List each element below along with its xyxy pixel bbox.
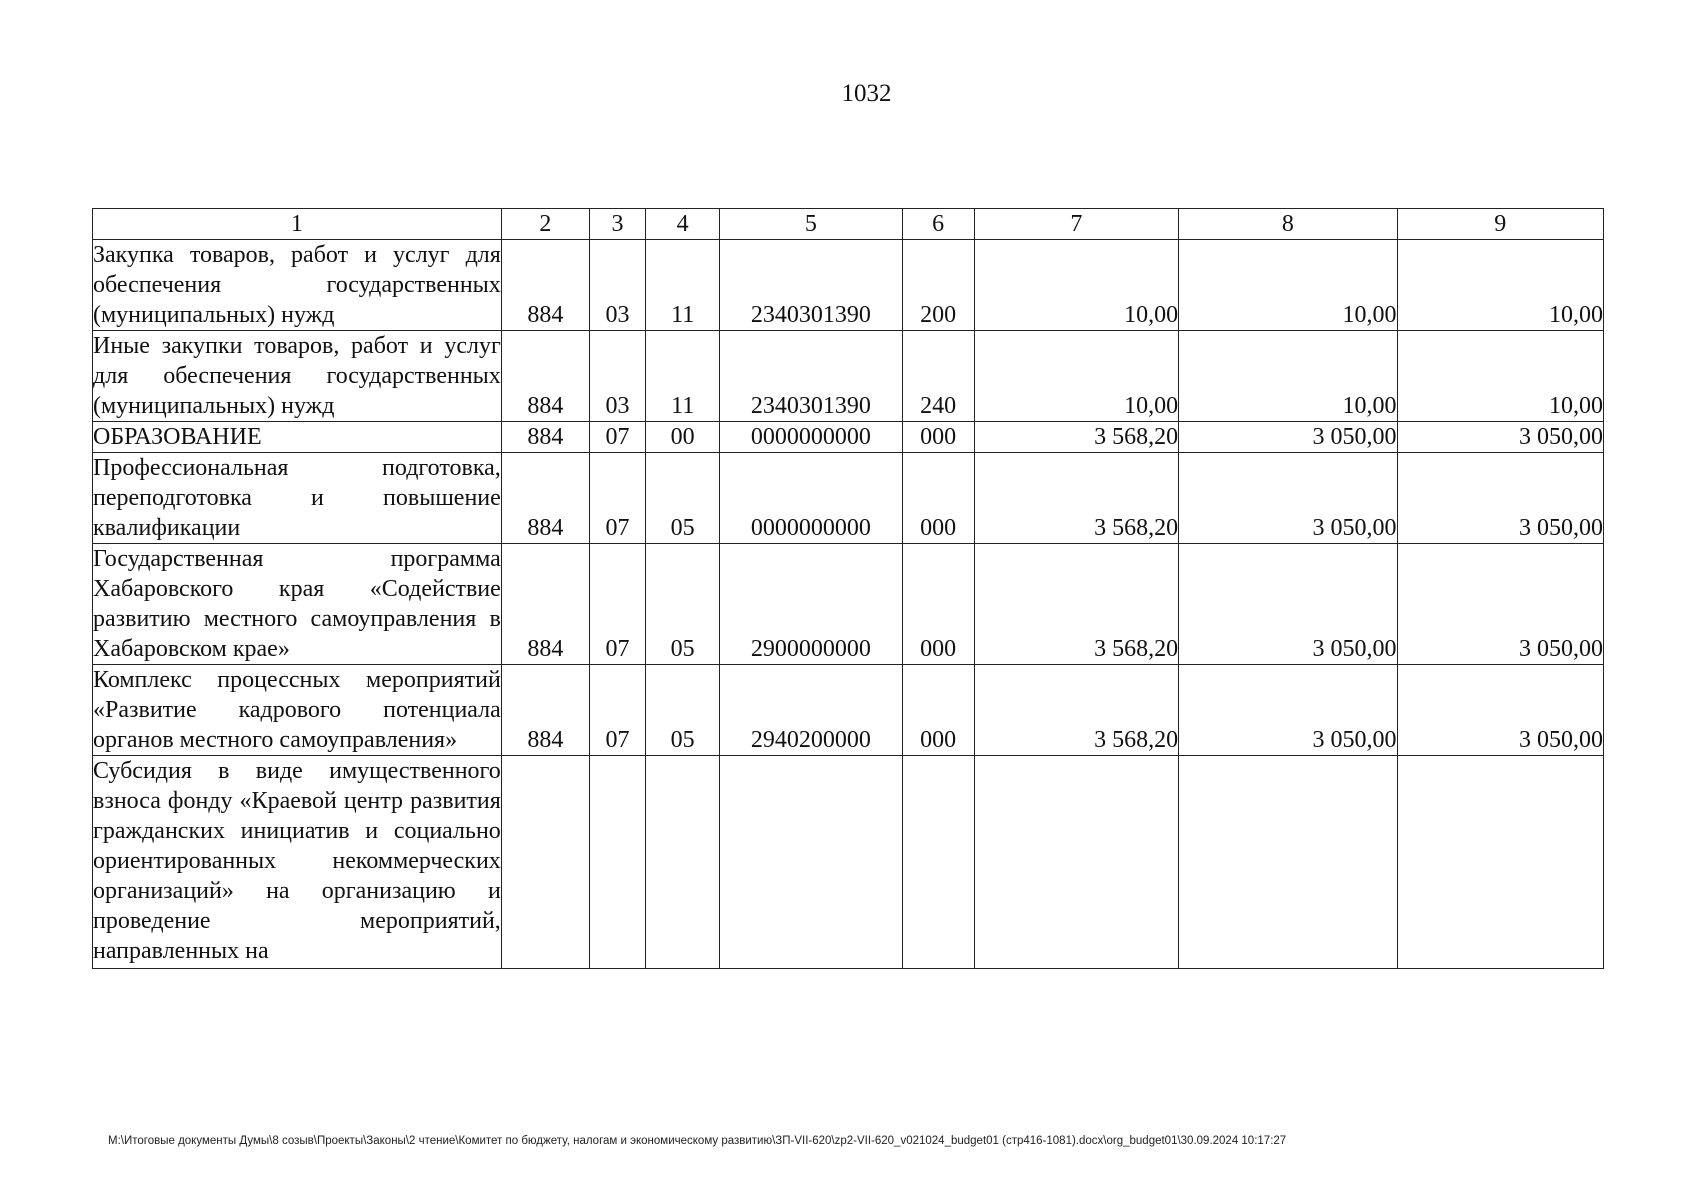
amount-col8-cell (1179, 756, 1397, 969)
table-row (93, 453, 1604, 544)
amount-col9-cell: 10,00 (1397, 331, 1603, 422)
amount-col9-cell (1397, 756, 1603, 969)
amount-col8-cell: 3 050,00 (1179, 544, 1397, 665)
subsection-cell: 11 (646, 240, 720, 331)
section-cell: 03 (589, 331, 645, 422)
row-name-cell: ОБРАЗОВАНИЕ (93, 422, 502, 453)
column-header: 2 (501, 209, 589, 240)
amount-col7-cell: 10,00 (974, 331, 1178, 422)
section-cell: 03 (589, 240, 645, 331)
amount-col9-cell: 3 050,00 (1397, 453, 1603, 544)
row-name-cell: Иные закупки товаров, работ и услуг для обеспечения государственных (муниципальных) нужд (93, 331, 502, 422)
table-row (93, 240, 1604, 331)
document-file-path: M:\Итоговые документы Думы\8 созыв\Проекты\Законы\2 чтение\Комитет по бюджету, налогам и экономическому развитию\ЗП-VII-620\zp2-VII-620_v021024_budget01 (стр416-1081).docx\org_budget01\30.09.2024 10:17:27 (108, 1135, 1287, 1147)
expense-type-cell: 000 (902, 453, 974, 544)
table-header-row (93, 209, 1604, 240)
column-header: 1 (93, 209, 502, 240)
amount-col8-cell: 3 050,00 (1179, 422, 1397, 453)
expense-type-cell (902, 756, 974, 969)
ministry-code-cell (501, 756, 589, 969)
subsection-cell: 05 (646, 665, 720, 756)
expense-type-cell: 000 (902, 665, 974, 756)
subsection-cell (646, 756, 720, 969)
column-header: 4 (646, 209, 720, 240)
column-header: 8 (1179, 209, 1397, 240)
column-header: 3 (589, 209, 645, 240)
target-article-cell: 2340301390 (720, 331, 902, 422)
amount-col8-cell: 3 050,00 (1179, 665, 1397, 756)
amount-col8-cell: 10,00 (1179, 240, 1397, 331)
target-article-cell: 2340301390 (720, 240, 902, 331)
expense-type-cell: 200 (902, 240, 974, 331)
ministry-code-cell: 884 (501, 331, 589, 422)
subsection-cell: 05 (646, 453, 720, 544)
amount-col7-cell: 3 568,20 (974, 453, 1178, 544)
row-name-cell: Субсидия в виде имущественного взноса фонду «Краевой центр развития гражданских инициатив и социально ориентированных некоммерческих организаций» на организацию и проведение мероприятий, направленных на (93, 756, 502, 969)
row-name-cell: Государственная программа Хабаровского края «Содействие развитию местного самоуправления в Хабаровском крае» (93, 544, 502, 665)
ministry-code-cell: 884 (501, 665, 589, 756)
row-name-cell: Закупка товаров, работ и услуг для обеспечения государственных (муниципальных) нужд (93, 240, 502, 331)
amount-col9-cell: 3 050,00 (1397, 665, 1603, 756)
amount-col7-cell: 3 568,20 (974, 544, 1178, 665)
row-name-cell: Профессиональная подготовка, переподготовка и повышение квалификации (93, 453, 502, 544)
amount-col7-cell: 10,00 (974, 240, 1178, 331)
target-article-cell: 2900000000 (720, 544, 902, 665)
section-cell: 07 (589, 453, 645, 544)
amount-col9-cell: 3 050,00 (1397, 422, 1603, 453)
ministry-code-cell: 884 (501, 544, 589, 665)
amount-col8-cell: 3 050,00 (1179, 453, 1397, 544)
column-header: 9 (1397, 209, 1603, 240)
section-cell (589, 756, 645, 969)
table-row (93, 665, 1604, 756)
ministry-code-cell: 884 (501, 240, 589, 331)
target-article-cell: 0000000000 (720, 453, 902, 544)
budget-table (92, 208, 1604, 969)
subsection-cell: 05 (646, 544, 720, 665)
target-article-cell (720, 756, 902, 969)
ministry-code-cell: 884 (501, 422, 589, 453)
table-row (93, 422, 1604, 453)
column-header: 5 (720, 209, 902, 240)
amount-col7-cell: 3 568,20 (974, 665, 1178, 756)
subsection-cell: 11 (646, 331, 720, 422)
ministry-code-cell: 884 (501, 453, 589, 544)
amount-col7-cell (974, 756, 1178, 969)
section-cell: 07 (589, 665, 645, 756)
target-article-cell: 0000000000 (720, 422, 902, 453)
expense-type-cell: 240 (902, 331, 974, 422)
subsection-cell: 00 (646, 422, 720, 453)
section-cell: 07 (589, 422, 645, 453)
section-cell: 07 (589, 544, 645, 665)
column-header: 6 (902, 209, 974, 240)
table-row (93, 544, 1604, 665)
row-name-cell: Комплекс процессных мероприятий «Развитие кадрового потенциала органов местного самоуправления» (93, 665, 502, 756)
expense-type-cell: 000 (902, 544, 974, 665)
page-number: 1032 (841, 80, 892, 107)
target-article-cell: 2940200000 (720, 665, 902, 756)
amount-col9-cell: 10,00 (1397, 240, 1603, 331)
amount-col7-cell: 3 568,20 (974, 422, 1178, 453)
table-row (93, 331, 1604, 422)
table-row (93, 756, 1604, 969)
column-header: 7 (974, 209, 1178, 240)
amount-col9-cell: 3 050,00 (1397, 544, 1603, 665)
amount-col8-cell: 10,00 (1179, 331, 1397, 422)
expense-type-cell: 000 (902, 422, 974, 453)
